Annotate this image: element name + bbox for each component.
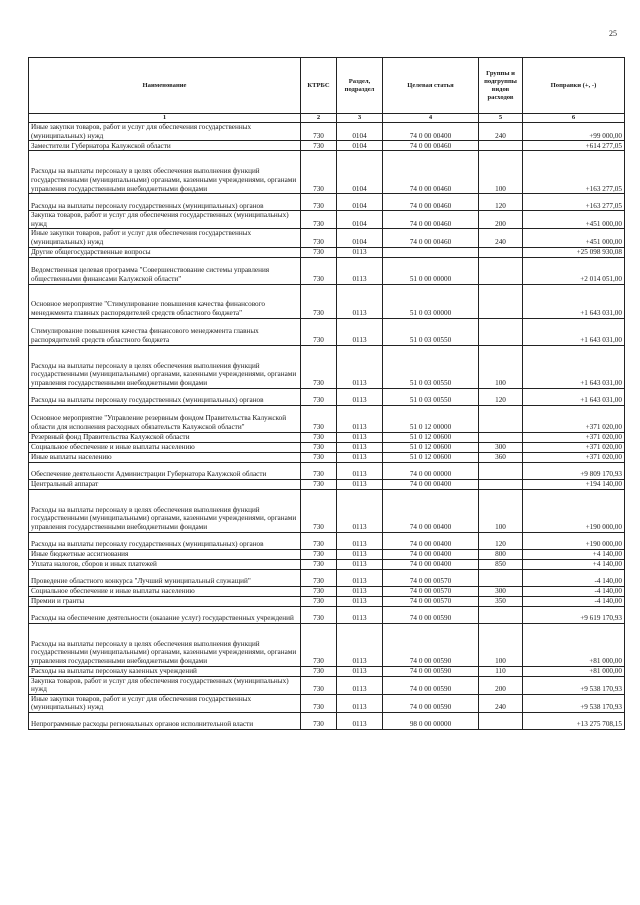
cell-group: 800 bbox=[479, 549, 523, 559]
cell-target: 74 0 00 00400 bbox=[383, 479, 479, 489]
cell-name: Основное мероприятие "Стимулирование повышения качества финансового менеджмента главных распорядителей средств областного бюджета" bbox=[29, 284, 301, 318]
table-row bbox=[29, 606, 625, 623]
cell-group bbox=[479, 284, 523, 318]
cell-ktrbs: 730 bbox=[301, 712, 337, 729]
cell-group bbox=[479, 405, 523, 432]
cell-name: Расходы на выплаты персоналу государственных (муниципальных) органов bbox=[29, 532, 301, 549]
table-row bbox=[29, 141, 625, 151]
header-groups: Группы и подгруппы видов расходов bbox=[479, 58, 523, 114]
cell-name: Уплата налогов, сборов и иных платежей bbox=[29, 559, 301, 569]
cell-amount: +194 140,00 bbox=[523, 479, 625, 489]
cell-name: Проведение областного конкурса "Лучший муниципальный служащий" bbox=[29, 569, 301, 586]
cell-amount: +4 140,00 bbox=[523, 549, 625, 559]
cell-ktrbs: 730 bbox=[301, 462, 337, 479]
cell-target: 51 0 00 00000 bbox=[383, 257, 479, 284]
cell-target: 51 0 03 00000 bbox=[383, 284, 479, 318]
cell-ktrbs: 730 bbox=[301, 586, 337, 596]
table-row bbox=[29, 596, 625, 606]
cell-group bbox=[479, 432, 523, 442]
cell-name: Расходы на выплаты персоналу казенных учреждений bbox=[29, 666, 301, 676]
header-name: Наименование bbox=[29, 58, 301, 114]
cell-amount: +4 140,00 bbox=[523, 559, 625, 569]
cell-ktrbs: 730 bbox=[301, 318, 337, 345]
cell-target: 74 0 00 00460 bbox=[383, 151, 479, 194]
cell-group: 300 bbox=[479, 586, 523, 596]
table-row bbox=[29, 432, 625, 442]
cell-section: 0113 bbox=[337, 479, 383, 489]
cell-name: Социальное обеспечение и иные выплаты населению bbox=[29, 442, 301, 452]
cell-section: 0113 bbox=[337, 532, 383, 549]
cell-section: 0113 bbox=[337, 606, 383, 623]
header-target: Целевая статья bbox=[383, 58, 479, 114]
cell-amount: +371 020,00 bbox=[523, 432, 625, 442]
header-ktrbs: КТРБС bbox=[301, 58, 337, 114]
table-row bbox=[29, 489, 625, 532]
cell-group bbox=[479, 257, 523, 284]
cell-group: 850 bbox=[479, 559, 523, 569]
cell-section: 0113 bbox=[337, 666, 383, 676]
cell-name: Иные закупки товаров, работ и услуг для обеспечения государственных (муниципальных) нужд bbox=[29, 229, 301, 247]
cell-name: Расходы на выплаты персоналу государственных (муниципальных) органов bbox=[29, 194, 301, 211]
cell-ktrbs: 730 bbox=[301, 141, 337, 151]
table-row bbox=[29, 388, 625, 405]
table-row bbox=[29, 586, 625, 596]
cell-target: 74 0 00 00460 bbox=[383, 229, 479, 247]
cell-section: 0104 bbox=[337, 211, 383, 229]
cell-group: 100 bbox=[479, 151, 523, 194]
cell-target: 74 0 00 00590 bbox=[383, 676, 479, 694]
header-amendments: Поправки (+, -) bbox=[523, 58, 625, 114]
cell-ktrbs: 730 bbox=[301, 549, 337, 559]
column-number: 6 bbox=[523, 114, 625, 123]
cell-amount: +1 643 031,00 bbox=[523, 284, 625, 318]
cell-section: 0113 bbox=[337, 596, 383, 606]
cell-ktrbs: 730 bbox=[301, 694, 337, 712]
cell-section: 0113 bbox=[337, 489, 383, 532]
table-row bbox=[29, 569, 625, 586]
cell-group: 350 bbox=[479, 596, 523, 606]
cell-target: 51 0 12 00600 bbox=[383, 452, 479, 462]
cell-group bbox=[479, 479, 523, 489]
column-number: 2 bbox=[301, 114, 337, 123]
cell-section: 0113 bbox=[337, 345, 383, 388]
cell-amount: +371 020,00 bbox=[523, 405, 625, 432]
table-row bbox=[29, 442, 625, 452]
cell-name: Иные выплаты населению bbox=[29, 452, 301, 462]
cell-section: 0113 bbox=[337, 676, 383, 694]
table-row bbox=[29, 257, 625, 284]
cell-ktrbs: 730 bbox=[301, 623, 337, 666]
table-row bbox=[29, 694, 625, 712]
cell-name: Премии и гранты bbox=[29, 596, 301, 606]
table-row bbox=[29, 405, 625, 432]
cell-ktrbs: 730 bbox=[301, 123, 337, 141]
cell-target: 74 0 00 00400 bbox=[383, 549, 479, 559]
cell-ktrbs: 730 bbox=[301, 532, 337, 549]
column-number-row bbox=[29, 114, 625, 123]
cell-section: 0104 bbox=[337, 229, 383, 247]
cell-group: 240 bbox=[479, 694, 523, 712]
table-row bbox=[29, 712, 625, 729]
cell-group: 360 bbox=[479, 452, 523, 462]
cell-group: 100 bbox=[479, 623, 523, 666]
cell-group bbox=[479, 141, 523, 151]
cell-ktrbs: 730 bbox=[301, 569, 337, 586]
cell-target: 51 0 12 00000 bbox=[383, 405, 479, 432]
cell-ktrbs: 730 bbox=[301, 666, 337, 676]
cell-target: 74 0 00 00460 bbox=[383, 211, 479, 229]
cell-ktrbs: 730 bbox=[301, 194, 337, 211]
table-row bbox=[29, 666, 625, 676]
cell-amount: +9 809 170,93 bbox=[523, 462, 625, 479]
cell-target: 51 0 12 00600 bbox=[383, 442, 479, 452]
cell-ktrbs: 730 bbox=[301, 247, 337, 257]
cell-section: 0113 bbox=[337, 623, 383, 666]
table-row bbox=[29, 345, 625, 388]
cell-ktrbs: 730 bbox=[301, 442, 337, 452]
cell-section: 0113 bbox=[337, 432, 383, 442]
cell-target: 74 0 00 00590 bbox=[383, 606, 479, 623]
cell-group bbox=[479, 247, 523, 257]
cell-ktrbs: 730 bbox=[301, 345, 337, 388]
column-number: 5 bbox=[479, 114, 523, 123]
cell-name: Расходы на выплаты персоналу государственных (муниципальных) органов bbox=[29, 388, 301, 405]
cell-group bbox=[479, 569, 523, 586]
cell-target: 74 0 00 00460 bbox=[383, 141, 479, 151]
cell-ktrbs: 730 bbox=[301, 257, 337, 284]
cell-amount: +13 275 708,15 bbox=[523, 712, 625, 729]
cell-section: 0113 bbox=[337, 586, 383, 596]
cell-name: Заместители Губернатора Калужской области bbox=[29, 141, 301, 151]
cell-name: Ведомственная целевая программа "Совершенствование системы управления общественными финансами Калужской области" bbox=[29, 257, 301, 284]
cell-amount: +190 000,00 bbox=[523, 532, 625, 549]
cell-ktrbs: 730 bbox=[301, 151, 337, 194]
cell-section: 0113 bbox=[337, 559, 383, 569]
cell-ktrbs: 730 bbox=[301, 596, 337, 606]
cell-name: Социальное обеспечение и иные выплаты населению bbox=[29, 586, 301, 596]
table-body bbox=[29, 123, 625, 730]
cell-amount: +614 277,05 bbox=[523, 141, 625, 151]
cell-name: Непрограммные расходы региональных органов исполнительной власти bbox=[29, 712, 301, 729]
cell-amount: +371 020,00 bbox=[523, 452, 625, 462]
column-number: 3 bbox=[337, 114, 383, 123]
cell-target: 74 0 00 00570 bbox=[383, 569, 479, 586]
cell-amount: +99 000,00 bbox=[523, 123, 625, 141]
cell-amount: +371 020,00 bbox=[523, 442, 625, 452]
cell-group: 120 bbox=[479, 388, 523, 405]
cell-section: 0104 bbox=[337, 123, 383, 141]
cell-amount: +451 000,00 bbox=[523, 229, 625, 247]
cell-group: 100 bbox=[479, 345, 523, 388]
cell-section: 0113 bbox=[337, 247, 383, 257]
cell-name: Другие общегосударственные вопросы bbox=[29, 247, 301, 257]
cell-target: 51 0 03 00550 bbox=[383, 388, 479, 405]
cell-target: 74 0 00 00400 bbox=[383, 489, 479, 532]
table-row bbox=[29, 247, 625, 257]
cell-section: 0113 bbox=[337, 257, 383, 284]
cell-target: 74 0 00 00400 bbox=[383, 532, 479, 549]
cell-section: 0104 bbox=[337, 151, 383, 194]
cell-amount: +1 643 031,00 bbox=[523, 345, 625, 388]
cell-name: Основное мероприятие "Управление резервным фондом Правительства Калужской области для исполнения расходных обязательств Калужской области" bbox=[29, 405, 301, 432]
cell-group bbox=[479, 712, 523, 729]
cell-section: 0113 bbox=[337, 549, 383, 559]
cell-group bbox=[479, 462, 523, 479]
cell-target bbox=[383, 247, 479, 257]
cell-group: 300 bbox=[479, 442, 523, 452]
cell-amount: +81 000,00 bbox=[523, 623, 625, 666]
table-row bbox=[29, 284, 625, 318]
cell-ktrbs: 730 bbox=[301, 229, 337, 247]
table-row bbox=[29, 194, 625, 211]
cell-target: 74 0 00 00570 bbox=[383, 596, 479, 606]
cell-name: Расходы на выплаты персоналу в целях обеспечения выполнения функций государственными (муниципальными) органами, казенными учреждениями, органами управления государственными внебюджетными фондами bbox=[29, 489, 301, 532]
cell-amount: +451 000,00 bbox=[523, 211, 625, 229]
cell-section: 0113 bbox=[337, 452, 383, 462]
cell-group bbox=[479, 318, 523, 345]
cell-ktrbs: 730 bbox=[301, 676, 337, 694]
cell-ktrbs: 730 bbox=[301, 489, 337, 532]
cell-group: 120 bbox=[479, 194, 523, 211]
cell-section: 0113 bbox=[337, 405, 383, 432]
cell-amount: -4 140,00 bbox=[523, 569, 625, 586]
cell-target: 74 0 00 00590 bbox=[383, 623, 479, 666]
cell-section: 0113 bbox=[337, 442, 383, 452]
cell-group bbox=[479, 606, 523, 623]
cell-amount: +81 000,00 bbox=[523, 666, 625, 676]
cell-amount: +163 277,05 bbox=[523, 151, 625, 194]
column-number: 4 bbox=[383, 114, 479, 123]
cell-ktrbs: 730 bbox=[301, 211, 337, 229]
cell-amount: +190 000,00 bbox=[523, 489, 625, 532]
table-row bbox=[29, 123, 625, 141]
table-row bbox=[29, 211, 625, 229]
cell-name: Резервный фонд Правительства Калужской области bbox=[29, 432, 301, 442]
cell-target: 74 0 00 00460 bbox=[383, 194, 479, 211]
cell-ktrbs: 730 bbox=[301, 284, 337, 318]
cell-ktrbs: 730 bbox=[301, 432, 337, 442]
cell-amount: +25 098 930,08 bbox=[523, 247, 625, 257]
table-row bbox=[29, 676, 625, 694]
cell-name: Обеспечение деятельности Администрации Губернатора Калужской области bbox=[29, 462, 301, 479]
cell-section: 0113 bbox=[337, 569, 383, 586]
table-row bbox=[29, 532, 625, 549]
cell-name: Расходы на выплаты персоналу в целях обеспечения выполнения функций государственными (муниципальными) органами, казенными учреждениями, органами управления государственными внебюджетными фондами bbox=[29, 151, 301, 194]
cell-amount: +9 538 170,93 bbox=[523, 676, 625, 694]
cell-target: 51 0 03 00550 bbox=[383, 318, 479, 345]
cell-target: 74 0 00 00400 bbox=[383, 559, 479, 569]
cell-name: Иные закупки товаров, работ и услуг для обеспечения государственных (муниципальных) нужд bbox=[29, 694, 301, 712]
cell-amount: +9 538 170,93 bbox=[523, 694, 625, 712]
cell-ktrbs: 730 bbox=[301, 388, 337, 405]
cell-target: 74 0 00 00590 bbox=[383, 694, 479, 712]
cell-target: 98 0 00 00000 bbox=[383, 712, 479, 729]
cell-section: 0113 bbox=[337, 712, 383, 729]
cell-name: Расходы на выплаты персоналу в целях обеспечения выполнения функций государственными (муниципальными) органами, казенными учреждениями, органами управления государственными внебюджетными фондами bbox=[29, 623, 301, 666]
cell-name: Иные закупки товаров, работ и услуг для обеспечения государственных (муниципальных) нужд bbox=[29, 123, 301, 141]
cell-amount: +2 014 051,00 bbox=[523, 257, 625, 284]
cell-section: 0104 bbox=[337, 141, 383, 151]
cell-target: 51 0 03 00550 bbox=[383, 345, 479, 388]
cell-name: Расходы на обеспечение деятельности (оказание услуг) государственных учреждений bbox=[29, 606, 301, 623]
column-number: 1 bbox=[29, 114, 301, 123]
cell-name: Закупка товаров, работ и услуг для обеспечения государственных (муниципальных) нужд bbox=[29, 676, 301, 694]
cell-ktrbs: 730 bbox=[301, 606, 337, 623]
table-row bbox=[29, 318, 625, 345]
cell-ktrbs: 730 bbox=[301, 479, 337, 489]
header-row bbox=[29, 58, 625, 114]
cell-target: 74 0 00 00590 bbox=[383, 666, 479, 676]
cell-amount: -4 140,00 bbox=[523, 596, 625, 606]
table-row bbox=[29, 549, 625, 559]
table-row bbox=[29, 623, 625, 666]
cell-ktrbs: 730 bbox=[301, 452, 337, 462]
cell-group: 200 bbox=[479, 211, 523, 229]
cell-section: 0104 bbox=[337, 194, 383, 211]
page-number: 25 bbox=[609, 29, 617, 38]
header-section: Раздел, подраздел bbox=[337, 58, 383, 114]
cell-target: 74 0 00 00400 bbox=[383, 123, 479, 141]
cell-name: Закупка товаров, работ и услуг для обеспечения государственных (муниципальных) нужд bbox=[29, 211, 301, 229]
cell-section: 0113 bbox=[337, 284, 383, 318]
budget-table bbox=[28, 57, 625, 730]
cell-section: 0113 bbox=[337, 388, 383, 405]
cell-group: 200 bbox=[479, 676, 523, 694]
table-row bbox=[29, 151, 625, 194]
cell-amount: +1 643 031,00 bbox=[523, 388, 625, 405]
cell-group: 100 bbox=[479, 489, 523, 532]
cell-section: 0113 bbox=[337, 694, 383, 712]
cell-ktrbs: 730 bbox=[301, 559, 337, 569]
cell-ktrbs: 730 bbox=[301, 405, 337, 432]
cell-group: 240 bbox=[479, 229, 523, 247]
cell-target: 51 0 12 00600 bbox=[383, 432, 479, 442]
cell-name: Иные бюджетные ассигнования bbox=[29, 549, 301, 559]
cell-target: 74 0 00 00570 bbox=[383, 586, 479, 596]
table-row bbox=[29, 479, 625, 489]
cell-name: Центральный аппарат bbox=[29, 479, 301, 489]
cell-section: 0113 bbox=[337, 318, 383, 345]
cell-name: Расходы на выплаты персоналу в целях обеспечения выполнения функций государственными (муниципальными) органами, казенными учреждениями, органами управления государственными внебюджетными фондами bbox=[29, 345, 301, 388]
cell-group: 110 bbox=[479, 666, 523, 676]
cell-amount: +9 619 170,93 bbox=[523, 606, 625, 623]
cell-group: 120 bbox=[479, 532, 523, 549]
table-row bbox=[29, 462, 625, 479]
cell-amount: +1 643 031,00 bbox=[523, 318, 625, 345]
cell-group: 240 bbox=[479, 123, 523, 141]
table-row bbox=[29, 229, 625, 247]
cell-name: Стимулирование повышения качества финансового менеджмента главных распорядителей средств областного бюджета bbox=[29, 318, 301, 345]
cell-section: 0113 bbox=[337, 462, 383, 479]
cell-target: 74 0 00 00000 bbox=[383, 462, 479, 479]
cell-amount: -4 140,00 bbox=[523, 586, 625, 596]
cell-amount: +163 277,05 bbox=[523, 194, 625, 211]
table-row bbox=[29, 452, 625, 462]
table-row bbox=[29, 559, 625, 569]
